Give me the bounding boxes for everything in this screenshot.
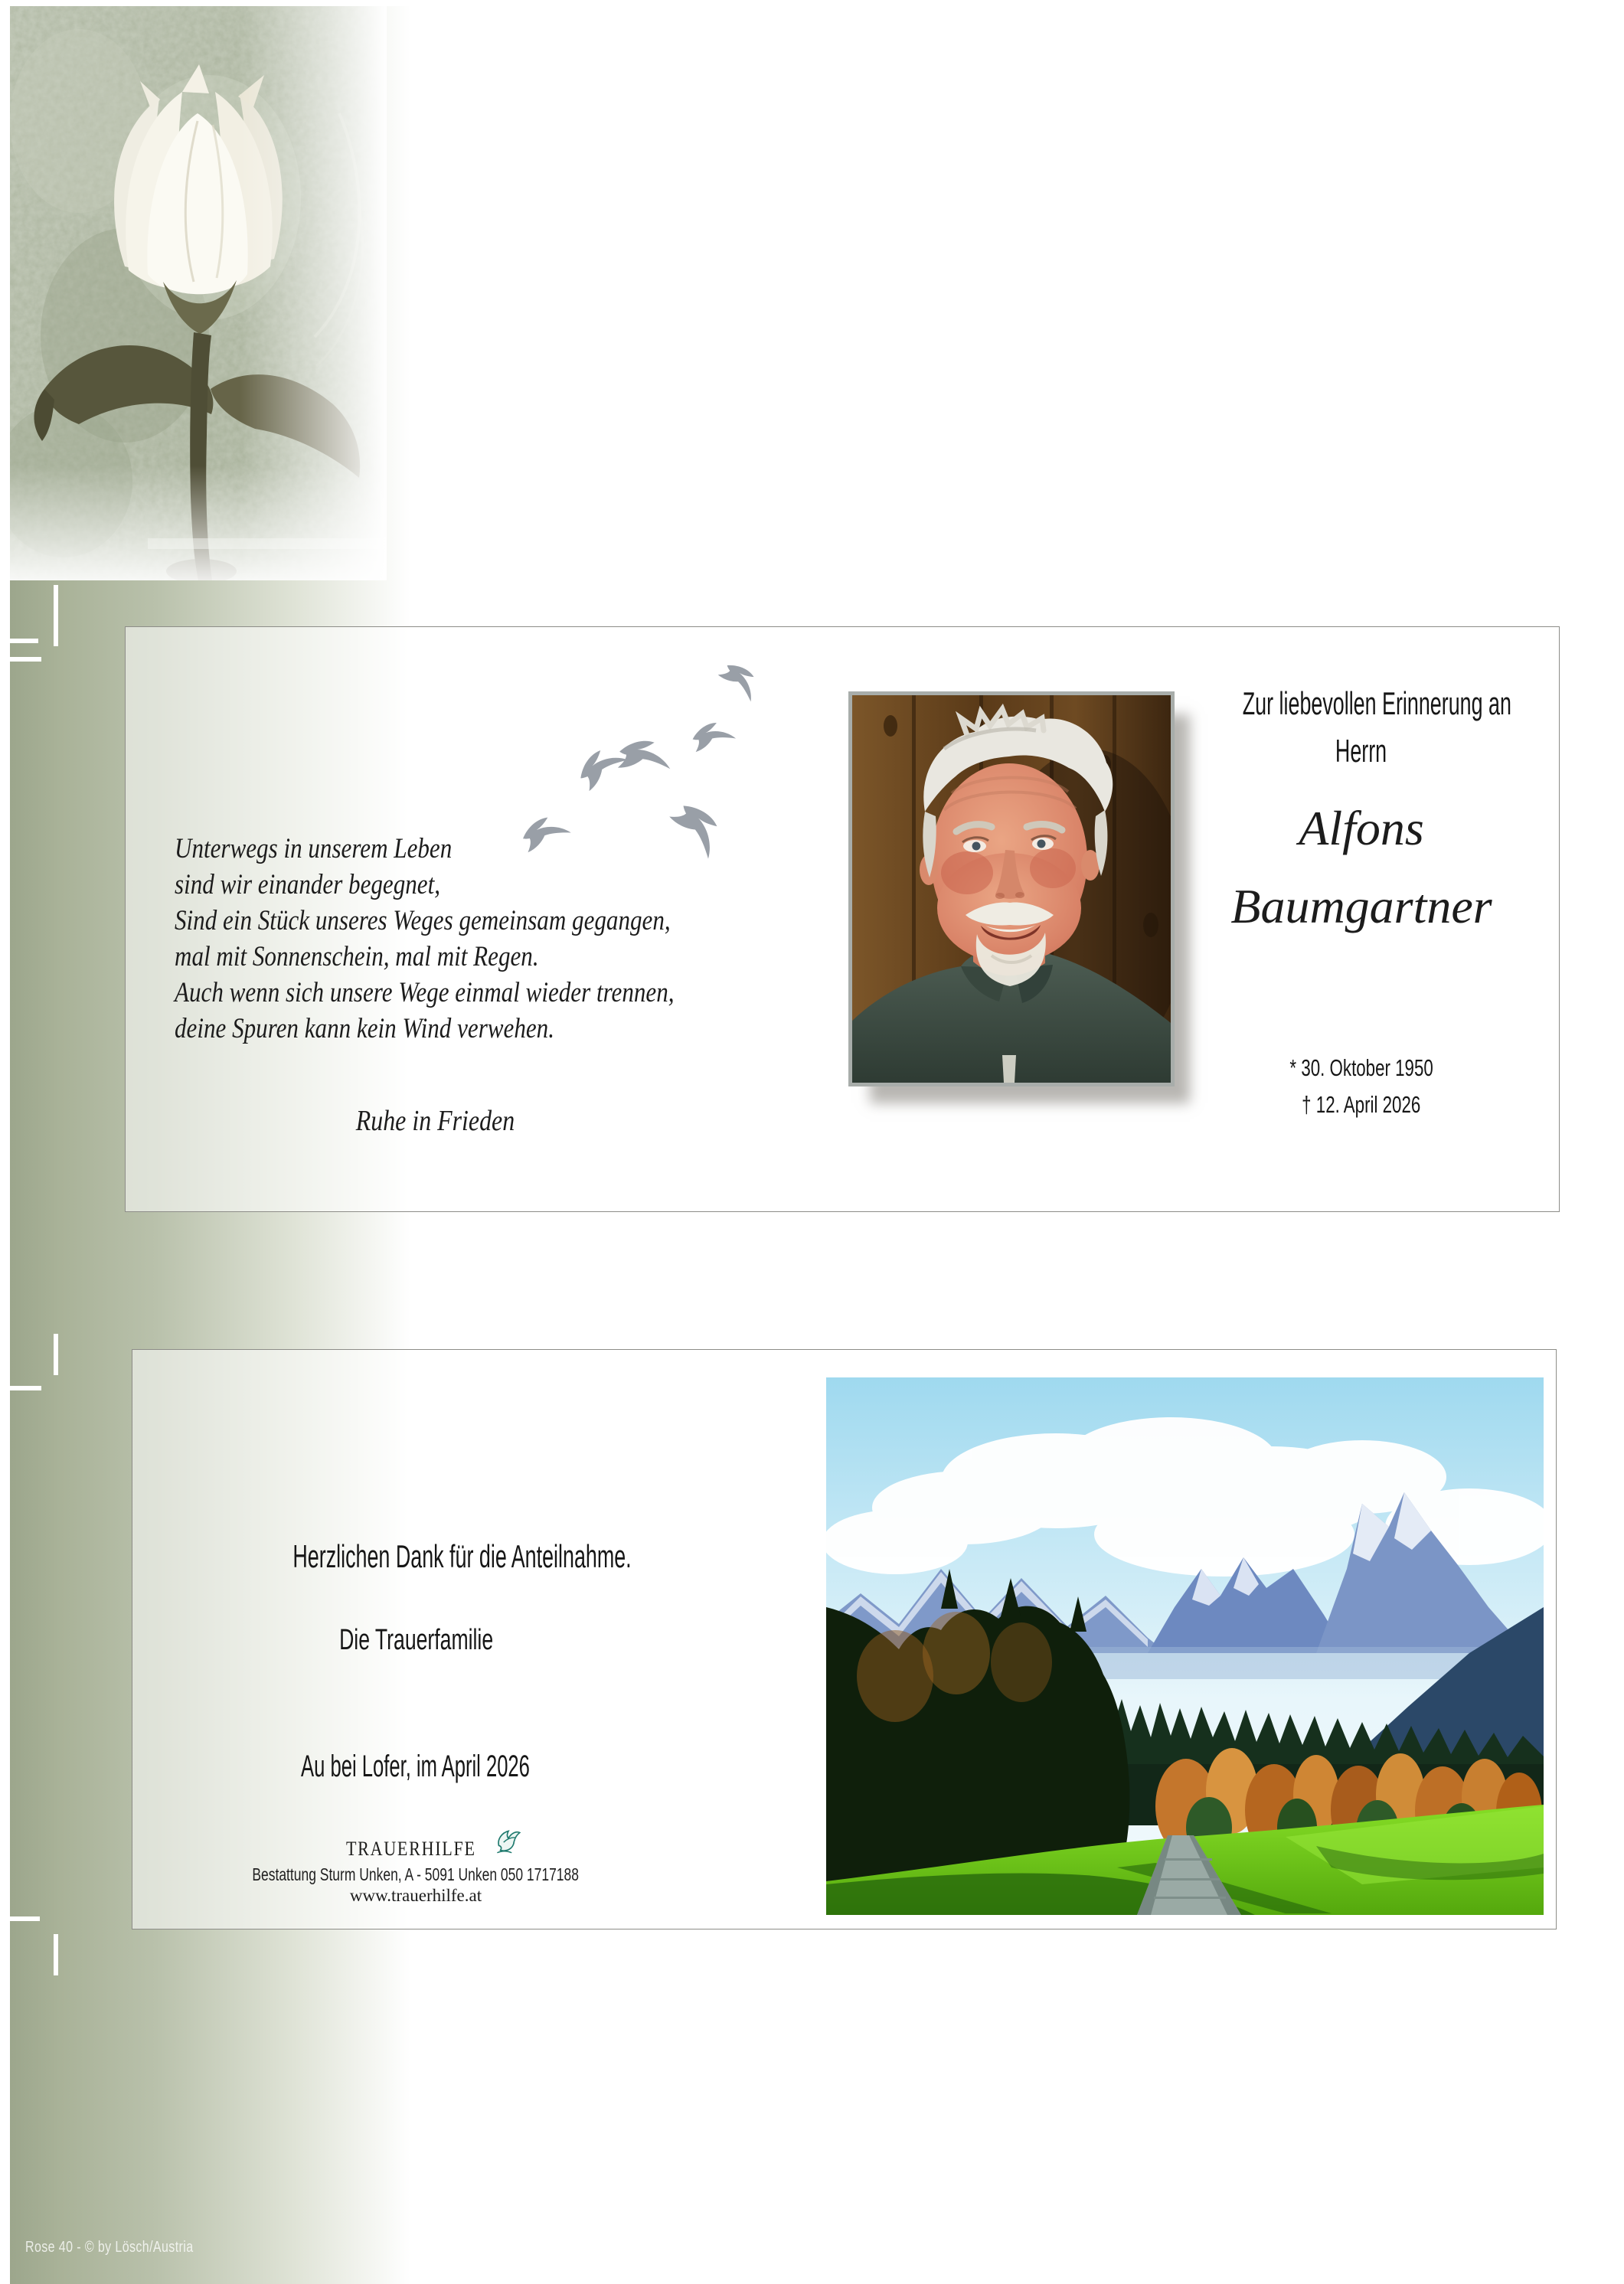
crop-mark	[9, 1916, 40, 1921]
memorial-text-column	[1167, 627, 1556, 1211]
crop-mark	[9, 657, 41, 662]
poem-line: sind wir einander begegnet,	[175, 869, 441, 900]
crop-mark	[54, 1334, 58, 1375]
deceased-first-name: Alfons	[1299, 801, 1424, 855]
death-date: † 12. April 2026	[1302, 1091, 1421, 1118]
crop-mark	[54, 1934, 58, 1975]
poem-line: Auch wenn sich unsere Wege einmal wieder trennen,	[175, 977, 675, 1008]
crop-mark	[54, 585, 58, 646]
funeral-home-logo	[198, 1831, 658, 1867]
funeral-home-brand: TRAUERHILFE	[345, 1837, 476, 1860]
crop-mark	[9, 639, 38, 643]
place-date-line: Au bei Lofer, im April 2026	[300, 1750, 530, 1783]
dove-icon	[494, 1825, 521, 1861]
memorial-poem	[175, 831, 770, 1047]
poem-line: Unterwegs in unserem Leben	[175, 833, 453, 864]
funeral-home-address: Bestattung Sturm Unken, A - 5091 Unken 050 1717188	[252, 1864, 580, 1884]
poem-line: Sind ein Stück unseres Weges gemeinsam gegangen,	[175, 905, 671, 936]
template-credit: Rose 40 - © by Lösch/Austria	[25, 2239, 194, 2256]
intro-line-1: Zur liebevollen Erinnerung an	[1242, 685, 1511, 721]
birth-date: * 30. Oktober 1950	[1289, 1054, 1433, 1081]
white-rose-artwork	[10, 6, 387, 580]
crop-mark	[9, 1386, 41, 1390]
family-line: Die Trauerfamilie	[339, 1624, 494, 1656]
poem-line: mal mit Sonnenschein, mal mit Regen.	[175, 941, 539, 972]
memorial-inner-card	[125, 626, 1560, 1212]
funeral-home-website: www.trauerhilfe.at	[349, 1886, 482, 1905]
portrait-photo	[848, 691, 1175, 1086]
rose-illustration	[10, 6, 387, 580]
poem-closing: Ruhe in Frieden	[355, 1105, 515, 1137]
thanks-line: Herzlichen Dank für die Anteilnahme.	[292, 1538, 632, 1574]
poem-line: deine Spuren kann kein Wind verwehen.	[175, 1013, 554, 1044]
landscape-photo	[826, 1377, 1544, 1915]
deceased-last-name: Baumgartner	[1230, 879, 1492, 933]
thank-you-card	[132, 1349, 1557, 1929]
intro-line-2: Herrn	[1335, 733, 1387, 769]
